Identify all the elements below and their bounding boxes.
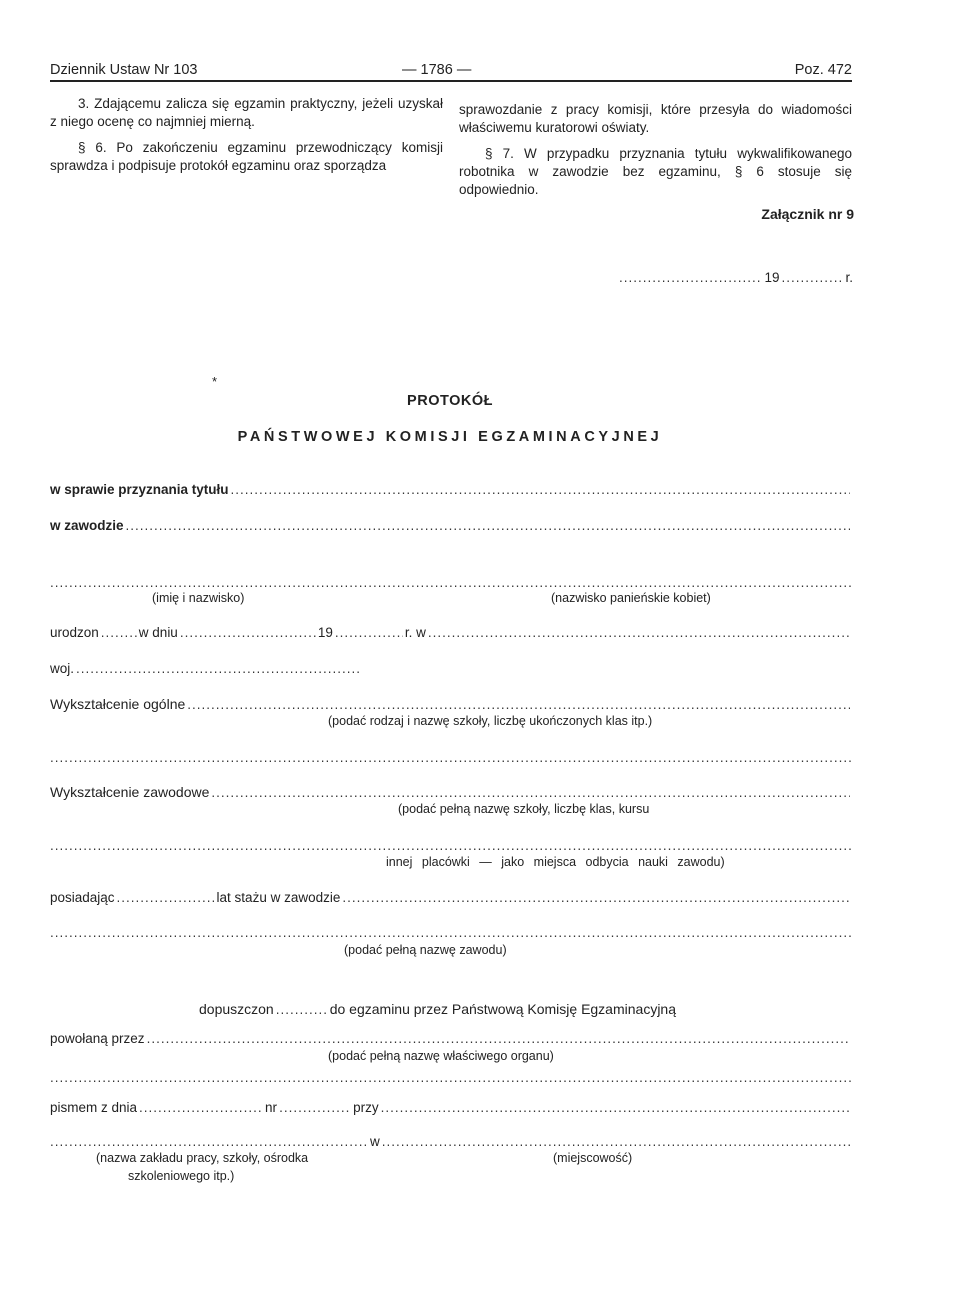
number-label: nr: [265, 1100, 278, 1115]
header-rule: [50, 80, 852, 82]
admission-line[interactable]: [199, 1001, 676, 1017]
award-title-label: w sprawie przyznania tytułu: [50, 482, 229, 497]
journal-name: Dziennik Ustaw Nr 103: [50, 62, 198, 78]
name-caption: (imię i nazwisko): [152, 591, 245, 605]
general-education-label: Wykształcenie ogólne: [50, 696, 186, 712]
general-education-caption: (podać rodzaj i nazwę szkoły, liczbę ukończonych klas itp.): [328, 714, 653, 728]
vocational-education-label: Wykształcenie zawodowe: [50, 784, 210, 800]
form-subtitle: PAŃSTWOWEJ KOMISJI EGZAMINACYJNEJ: [237, 429, 663, 445]
workplace-line[interactable]: [50, 1134, 852, 1149]
trade-line[interactable]: [50, 518, 852, 533]
workplace-caption-2: szkoleniowego itp.): [128, 1169, 235, 1183]
admitted-label: dopuszczon: [199, 1001, 274, 1017]
appointed-by-line[interactable]: [50, 1031, 852, 1046]
stray-mark: *: [212, 374, 218, 389]
date-year: 19: [764, 270, 780, 285]
birth-place-label: r. w: [404, 625, 426, 640]
vocational-caption-2: innej placówki — jako miejsca odbycia nauki zawodu): [386, 855, 725, 869]
annex-label: Załącznik nr 9: [761, 206, 854, 222]
date-line[interactable]: [617, 270, 853, 285]
trade-label: w zawodzie: [50, 518, 124, 533]
trade-caption: (podać pełną nazwę zawodu): [344, 943, 507, 957]
form-title: PROTOKÓŁ: [407, 393, 493, 409]
organ-extra-line[interactable]: [50, 1070, 852, 1085]
right-column: [459, 101, 852, 207]
born-label: urodzon: [50, 625, 99, 640]
admitted-rest-label: do egzaminu przez Państwową Komisję Egzaminacyjną: [329, 1001, 676, 1017]
place-caption: (miejscowość): [553, 1151, 633, 1165]
vocational-caption-1: (podać pełną nazwę szkoły, liczbę klas, kursu: [398, 802, 650, 816]
name-line[interactable]: [50, 575, 852, 590]
having-label: posiadając: [50, 890, 115, 905]
at-label: przy: [353, 1100, 379, 1115]
award-title-line[interactable]: [50, 482, 852, 497]
paragraph-3: 3. Zdającemu zalicza się egzamin praktyczny, jeżeli uzyskał z niego ocenę co najmniej mierną.: [50, 96, 443, 129]
letter-of-label: pismem z dnia: [50, 1100, 138, 1115]
maiden-name-caption: (nazwisko panieńskie kobiet): [551, 591, 711, 605]
province-label: woj.: [50, 661, 75, 676]
appointed-by-label: powołaną przez: [50, 1031, 145, 1046]
seniority-line[interactable]: [50, 890, 852, 905]
paragraph-6-continuation: sprawozdanie z pracy komisji, które przesyła do wiadomości właściwemu kuratorowi oświaty.: [459, 102, 852, 135]
paragraph-6: § 6. Po zakończeniu egzaminu przewodniczący komisji sprawdza i podpisuje protokół egzaminu oraz sporządza: [50, 140, 443, 173]
birth-year-label: 19: [317, 625, 333, 640]
left-column: [50, 95, 443, 183]
birth-line[interactable]: [50, 625, 852, 640]
on-day-label: w dniu: [138, 625, 178, 640]
workplace-w-label: w: [370, 1134, 380, 1149]
organ-caption: (podać pełną nazwę właściwego organu): [328, 1049, 554, 1063]
letter-line[interactable]: [50, 1100, 852, 1115]
general-education-line[interactable]: [50, 696, 852, 712]
vocational-education-line[interactable]: [50, 784, 852, 800]
paragraph-7: § 7. W przypadku przyznania tytułu wykwalifikowanego robotnika w zawodzie bez egzaminu, § 6 stosuje się odpowiednio.: [459, 146, 852, 197]
workplace-caption-1: (nazwa zakładu pracy, szkoły, ośrodka: [96, 1151, 309, 1165]
vocational-extra-line[interactable]: [50, 838, 852, 853]
date-suffix: r.: [845, 270, 853, 285]
province-line[interactable]: [50, 661, 362, 676]
trade-name-line[interactable]: [50, 925, 852, 940]
page-number: — 1786 —: [402, 62, 472, 78]
position-number: Poz. 472: [794, 62, 852, 78]
years-in-trade-label: lat stażu w zawodzie: [216, 890, 341, 905]
general-education-extra-line[interactable]: [50, 750, 852, 765]
